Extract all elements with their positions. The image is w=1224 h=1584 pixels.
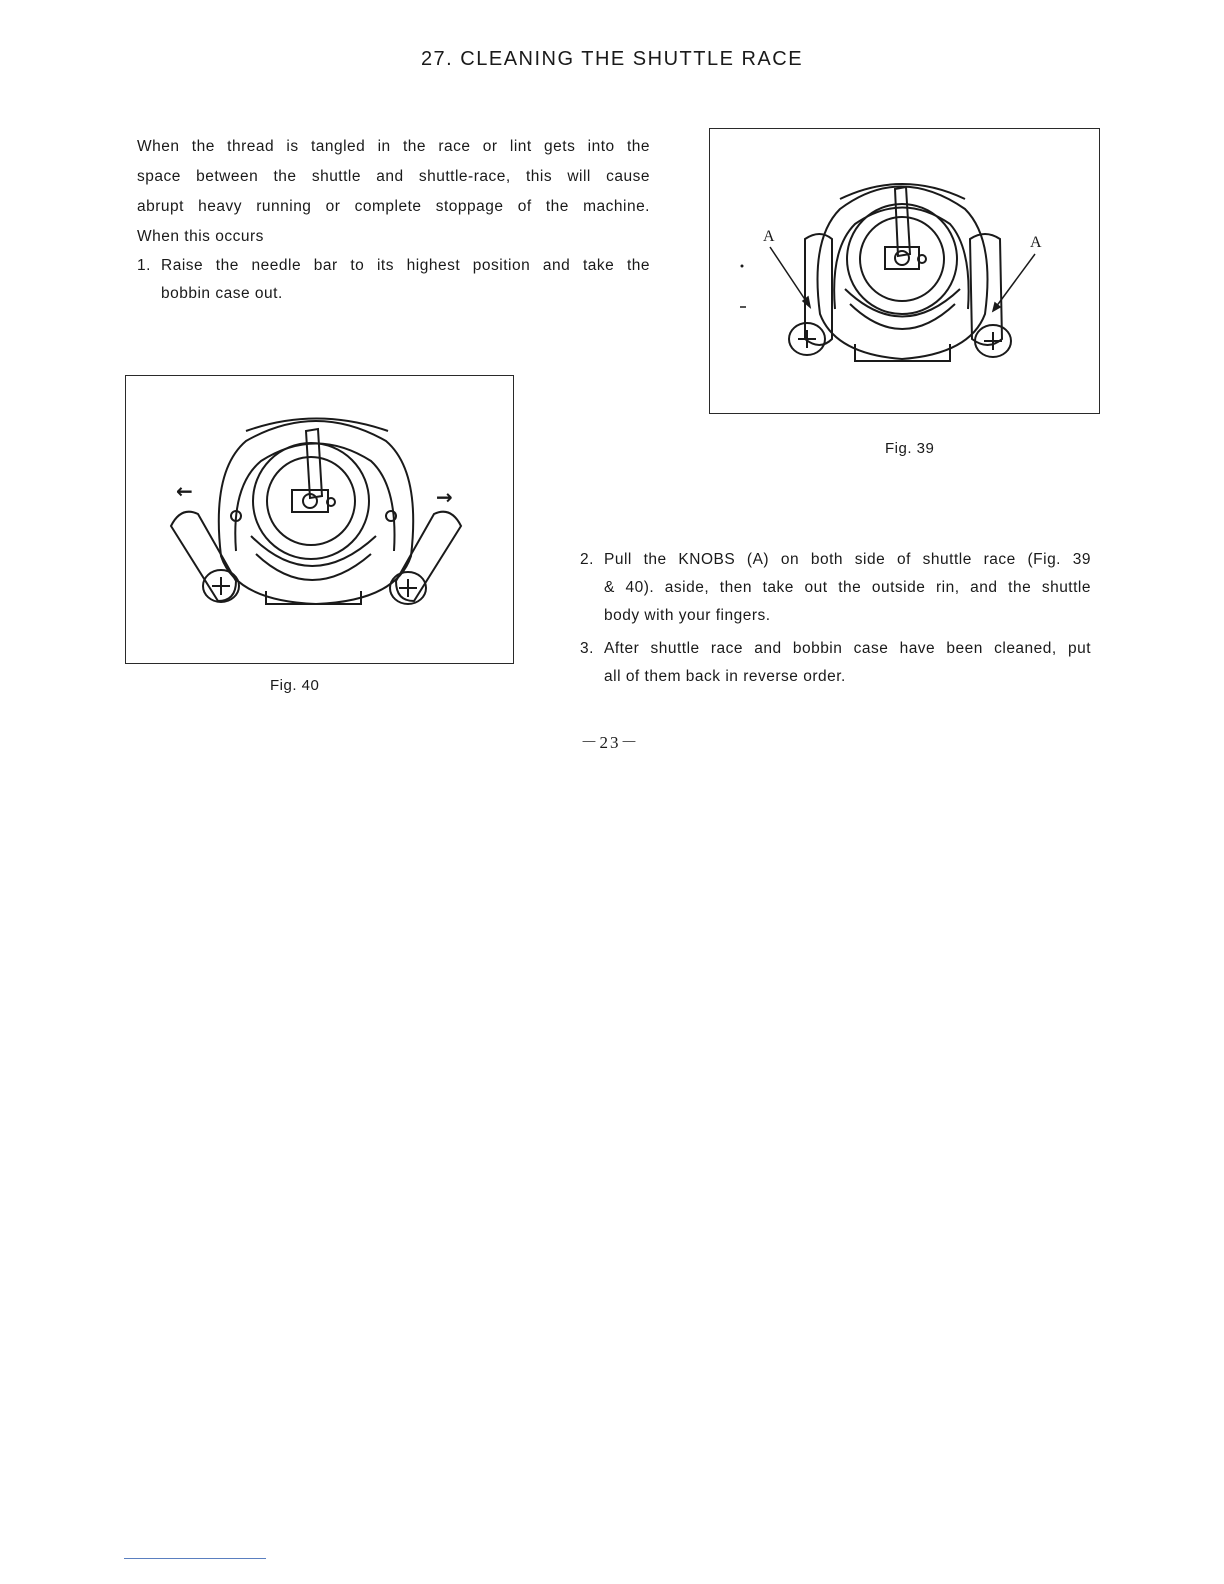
intro-line: abrupt heavy running or complete stoppage of the machine. (137, 198, 650, 215)
intro-line: When this occurs (137, 228, 264, 245)
intro-paragraph (137, 132, 650, 252)
arrow-right-icon: → (436, 485, 453, 509)
step-line: Pull the KNOBS (A) on both side of shuttle race (Fig. 39 (604, 551, 1091, 568)
page-number: －23－ (580, 733, 640, 752)
step-line: bobbin case out. (161, 285, 283, 302)
step-number: 1. (137, 257, 151, 274)
step-line: Raise the needle bar to its highest position and take the (161, 257, 650, 274)
intro-line: When the thread is tangled in the race or lint gets into the (137, 138, 650, 155)
knob-label-right: A (1030, 234, 1042, 251)
step-line: body with your fingers. (604, 607, 771, 624)
figure-40 (125, 375, 514, 664)
intro-line: space between the shuttle and shuttle-race, this will cause (137, 168, 650, 185)
step-number: 3. (580, 640, 594, 657)
step-line: After shuttle race and bobbin case have been cleaned, put (604, 640, 1091, 657)
step-line: all of them back in reverse order. (604, 668, 846, 685)
step-number: 2. (580, 551, 594, 568)
figure-39 (709, 128, 1100, 414)
step-3 (580, 635, 1091, 695)
shuttle-race-illustration (126, 376, 513, 663)
arrow-left-icon: ← (176, 479, 193, 503)
shuttle-race-illustration (710, 129, 1099, 413)
figure-40-caption: Fig. 40 (270, 677, 320, 694)
footnote-rule (124, 1558, 266, 1559)
step-1 (137, 252, 650, 312)
knob-label-left: A (763, 228, 775, 245)
step-2 (580, 546, 1091, 636)
step-line: & 40). aside, then take out the outside rin, and the shuttle (604, 579, 1091, 596)
page-title: 27. CLEANING THE SHUTTLE RACE (420, 48, 804, 70)
figure-39-caption: Fig. 39 (885, 440, 935, 457)
